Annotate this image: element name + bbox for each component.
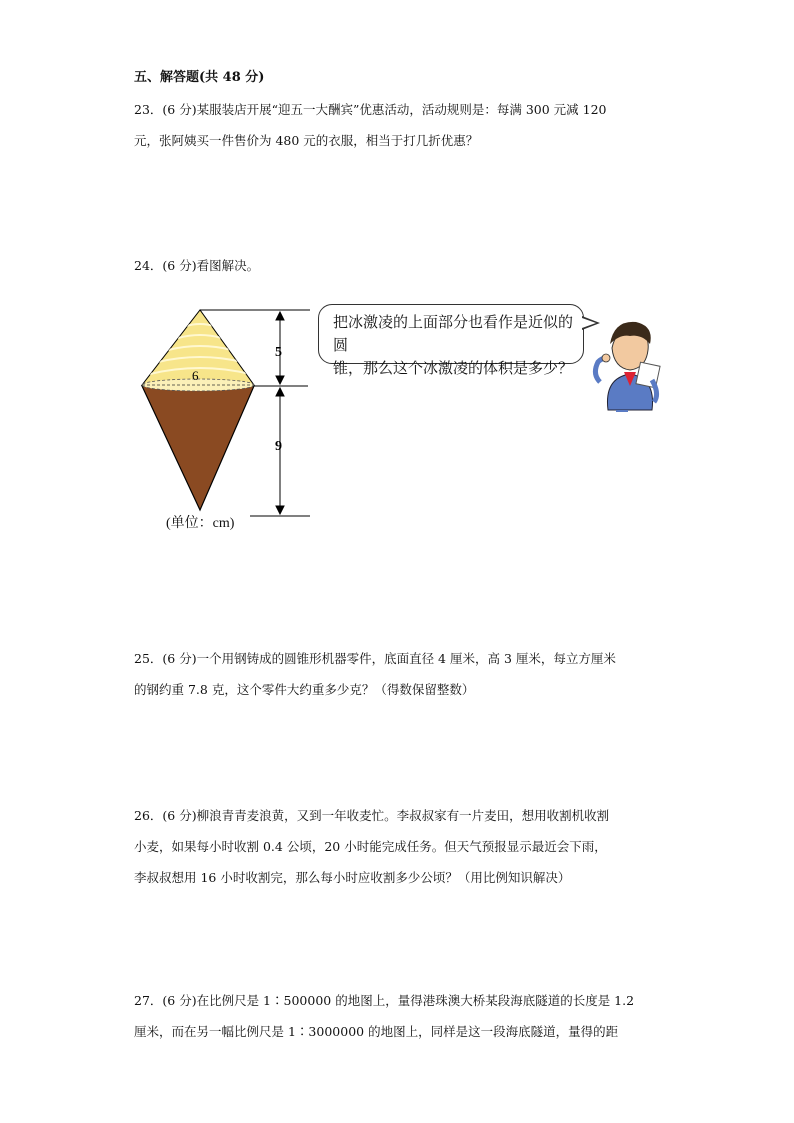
- diameter-label: 6: [192, 368, 199, 383]
- speech-line-1: 把冰激凌的上面部分也看作是近似的圆: [333, 313, 574, 354]
- question-26-line-2: 小麦，如果每小时收割 0.4 公顷，20 小时能完成任务。但天气预报显示最近会下雨，: [134, 839, 607, 854]
- question-27-line-1: 27．(6 分)在比例尺是 1∶500000 的地图上，量得港珠澳大桥某段海底隧道的长度是 1.2: [134, 993, 635, 1008]
- question-25-line-1: 25．(6 分)一个用钢铸成的圆锥形机器零件，底面直径 4 厘米，高 3 厘米，每立方厘米: [134, 651, 616, 666]
- question-24-line-1: 24．(6 分)看图解决。: [134, 258, 260, 273]
- speech-bubble: [318, 304, 584, 377]
- speech-bubble-tail-inner: [582, 318, 596, 328]
- speech-line-2: 锥，那么这个冰激凌的体积是多少？: [333, 359, 574, 377]
- question-26-line-3: 李叔叔想用 16 小时收割完，那么每小时应收割多少公顷？（用比例知识解决）: [134, 870, 571, 885]
- section-title: 五、解答题(共 48 分): [134, 70, 265, 85]
- question-27: [134, 985, 674, 1047]
- question-27-line-2: 厘米，而在另一幅比例尺是 1∶3000000 的地图上，同样是这一段海底隧道，量得的距: [134, 1024, 619, 1039]
- top-height-label: 5: [275, 345, 282, 360]
- bottom-height-label: 9: [275, 439, 282, 454]
- question-26: [134, 800, 674, 893]
- question-23-line-2: 元，张阿姨买一件售价为 480 元的衣服，相当于打几折优惠？: [134, 133, 479, 148]
- bottom-cone: [142, 386, 254, 510]
- question-24: [134, 250, 674, 281]
- question-25: [134, 643, 674, 705]
- unit-label: (单位：cm): [166, 516, 235, 531]
- question-23: [134, 94, 674, 156]
- boy-illustration: [595, 322, 660, 412]
- question-23-line-1: 23．(6 分)某服装店开展“迎五一大酬宾”优惠活动，活动规则是：每满 300 元减 120: [134, 102, 607, 117]
- question-26-line-1: 26．(6 分)柳浪青青麦浪黄，又到一年收麦忙。李叔叔家有一片麦田，想用收割机收割: [134, 808, 610, 823]
- question-25-line-2: 的钢约重 7.8 克，这个零件大约重多少克？（得数保留整数）: [134, 682, 475, 697]
